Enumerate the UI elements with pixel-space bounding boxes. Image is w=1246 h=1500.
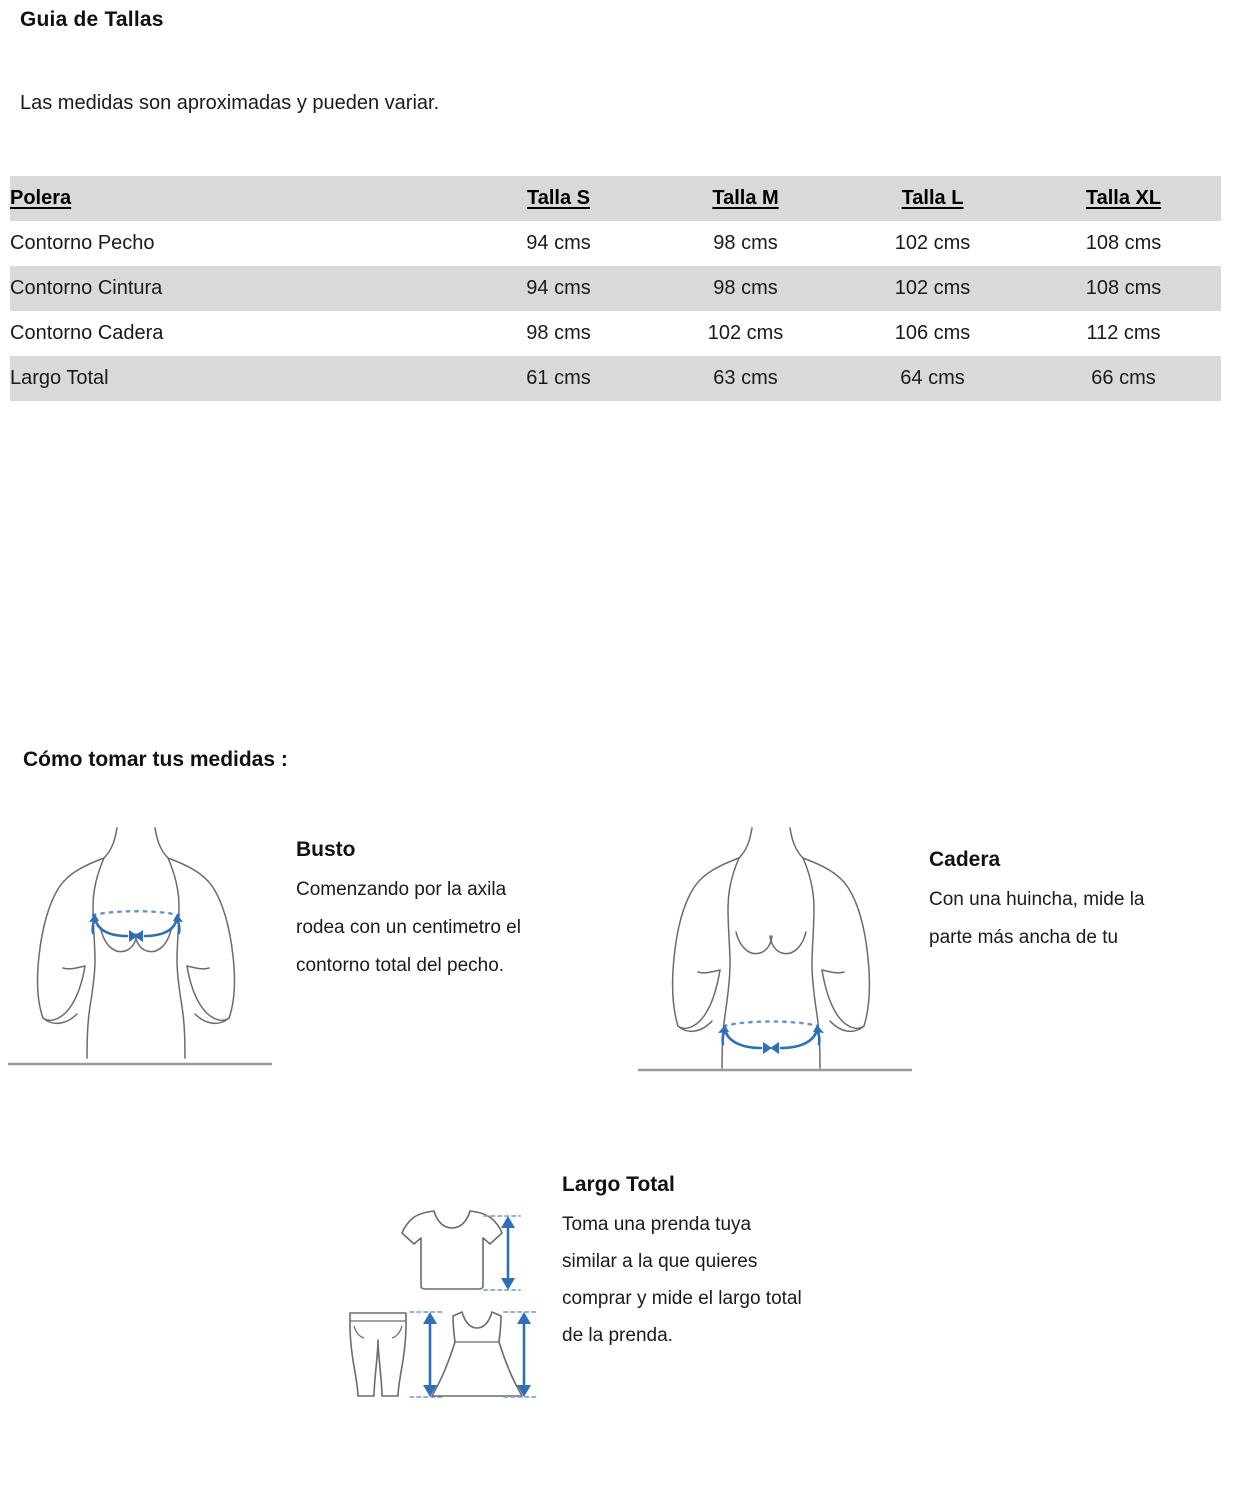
row-value-s: 94 cms: [526, 277, 591, 299]
table-header-row: [10, 176, 1221, 221]
hip-line-1: Con una huincha, mide la: [929, 889, 1145, 911]
page-title: Guia de Tallas: [20, 8, 164, 31]
dress-guide-lines: [504, 1312, 538, 1397]
hip-arrowheads: [718, 1025, 824, 1054]
bust-description: [296, 838, 626, 985]
dress-length-arrow: [517, 1312, 531, 1397]
garment-icons-group: [338, 1200, 558, 1400]
pants-icon: [350, 1313, 406, 1396]
row-value-l: 64 cms: [900, 367, 965, 389]
row-value-xl: 108 cms: [1085, 232, 1162, 254]
row-label: Contorno Cintura: [10, 277, 163, 299]
row-label: Largo Total: [10, 367, 109, 389]
row-label: Contorno Cadera: [10, 322, 164, 344]
total-length-line-1: Toma una prenda tuya: [562, 1214, 752, 1236]
row-value-l: 102 cms: [894, 277, 971, 299]
row-value-xl: 108 cms: [1085, 277, 1162, 299]
table-row: [10, 311, 1221, 356]
bust-line-2: rodea con un centimetro el: [296, 917, 521, 939]
total-length-line-4: de la prenda.: [562, 1325, 673, 1347]
bust-line-3: contorno total del pecho.: [296, 955, 505, 977]
header-label-garment: Polera: [10, 187, 72, 209]
hip-dotted-band: [724, 1022, 818, 1027]
bust-figure-icon: [5, 818, 275, 1073]
header-label-talla-xl: Talla XL: [1085, 187, 1162, 209]
row-value-l: 106 cms: [894, 322, 971, 344]
bust-measurement-illustration: [5, 818, 275, 1073]
header-label-talla-m: Talla M: [712, 187, 779, 209]
total-length-description: [562, 1173, 922, 1354]
header-cell-talla-m: [652, 176, 839, 221]
size-table-head: [10, 176, 1221, 221]
table-row: [10, 266, 1221, 311]
row-value-s: 98 cms: [526, 322, 591, 344]
row-value-l: 102 cms: [894, 232, 971, 254]
header-cell-talla-xl: [1026, 176, 1221, 221]
size-table-container: [10, 176, 1213, 401]
hip-description: [929, 848, 1239, 957]
pants-length-arrow: [423, 1312, 437, 1397]
row-value-xl: 112 cms: [1086, 322, 1161, 344]
tshirt-length-arrow: [501, 1216, 515, 1290]
bust-measure-arrows: [93, 918, 180, 936]
total-length-line-3: comprar y mide el largo total: [562, 1288, 802, 1310]
header-cell-talla-l: [839, 176, 1026, 221]
table-row: [10, 356, 1221, 401]
row-value-s: 94 cms: [526, 232, 591, 254]
intro-note: Las medidas son aproximadas y pueden variar.: [20, 92, 440, 114]
table-row: [10, 221, 1221, 266]
hip-figure-icon: [635, 818, 915, 1080]
row-value-s: 61 cms: [526, 367, 591, 389]
total-length-line-2: similar a la que quieres: [562, 1251, 758, 1273]
row-value-m: 63 cms: [713, 367, 778, 389]
bust-line-1: Comenzando por la axila: [296, 879, 507, 901]
header-cell-talla-s: [465, 176, 652, 221]
size-table: [10, 176, 1221, 401]
hip-line-2: parte más ancha de tu: [929, 927, 1119, 949]
bust-dotted-band: [93, 911, 179, 915]
total-length-title: Largo Total: [562, 1173, 675, 1196]
row-value-m: 102 cms: [707, 322, 784, 344]
size-table-body: [10, 221, 1221, 401]
pants-guide-lines: [410, 1312, 442, 1397]
dress-icon: [432, 1312, 522, 1396]
hip-title: Cadera: [929, 848, 1001, 871]
header-label-talla-l: Talla L: [901, 187, 964, 209]
header-cell-garment: [10, 176, 465, 221]
row-value-xl: 66 cms: [1091, 367, 1156, 389]
hip-measure-arrows: [723, 1029, 820, 1048]
row-label: Contorno Pecho: [10, 232, 155, 254]
header-label-talla-s: Talla S: [527, 187, 590, 209]
measure-section-heading: Cómo tomar tus medidas :: [23, 748, 288, 771]
tshirt-icon: [402, 1211, 502, 1289]
garment-length-illustrations: [338, 1200, 558, 1400]
row-value-m: 98 cms: [713, 232, 778, 254]
row-value-m: 98 cms: [713, 277, 778, 299]
hip-measurement-illustration: [635, 818, 915, 1080]
bust-title: Busto: [296, 838, 356, 861]
